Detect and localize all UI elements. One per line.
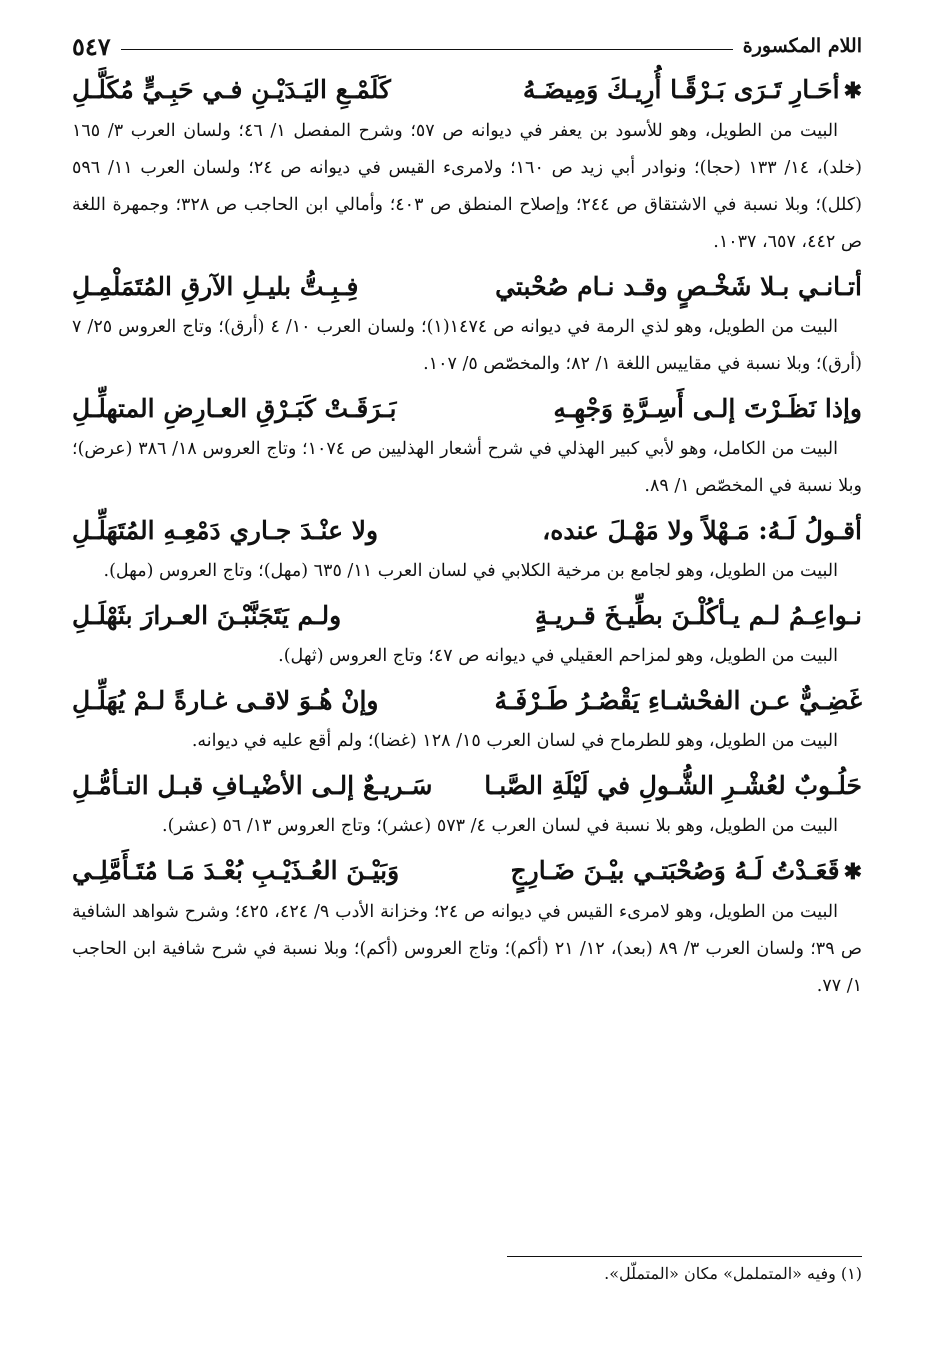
verse-commentary: البيت من الطويل، وهو لمزاحم العقيلي في ديوانه ص ٤٧؛ وتاج العروس (ثهل). [278,646,838,666]
verse-entry [72,265,862,383]
running-header [72,28,862,64]
first-hemistich: أقـولُ لَـهُ: مَـهْلاً ولا مَهْـلَ عنده، [542,516,862,545]
verse-line [72,679,862,723]
footnote-rule [507,1256,862,1257]
verse-line [72,265,862,309]
first-hemistich: ✱أحَـارِ تَـرَى بَـرْقًـا أُرِيـكَ وَمِيضَـهُ [522,75,862,104]
header-rule [121,49,733,50]
chapter-title: اللام المكسورة [742,35,862,57]
star-marker-icon: ✱ [843,859,862,885]
verse-commentary: البيت من الطويل، وهو للأسود بن يعفر في ديوانه ص ٥٧؛ وشرح المفصل ١/ ٤٦؛ ولسان العرب ٣/ ١٦٥ (خلد)، ١٤/ ١٣٣ (حجا)؛ ونوادر أبي زيد ص ١٦٠؛ ولامرىء القيس في ديوانه ص ٢٤؛ ولسان العرب ١١/ ٥٩٦ (كلل)؛ وبلا نسبة في الاشتقاق ص ٢٤٤؛ وإصلاح المنطق ص ٤٠٣؛ وأمالي ابن الحاجب ص ٣٢٨؛ وجمهرة اللغة ص ٤٤٢، ٦٥٧، ١٠٣٧. [72,121,862,252]
first-hemistich: غَضِـيٌّ عـن الفحْشـاءِ يَقْصُـرُ طَـرْفَـهُ [494,686,862,715]
verse-commentary: البيت من الكامل، وهو لأبي كبير الهذلي في شرح أشعار الهذليين ص ١٠٧٤؛ وتاج العروس ١٨/ ٣٨٦ (عرض)؛ وبلا نسبة في المخصّص ١/ ٨٩. [72,439,862,496]
book-page [72,28,862,1338]
first-hemistich: حَلُـوبٌ لعُشْـرِ الشُّـولِ في لَيْلَةِ الصَّبـا [484,771,862,800]
page-number: ٥٤٧ [72,31,111,61]
verse-commentary: البيت من الطويل، وهو لجامع بن مرخية الكلابي في لسان العرب ١١/ ٦٣٥ (مهل)؛ وتاج العروس (مهل). [103,561,838,581]
verse-commentary: البيت من الطويل، وهو بلا نسبة في لسان العرب ٤/ ٥٧٣ (عشر)؛ وتاج العروس ١٣/ ٥٦ (عشر). [162,816,838,836]
first-hemistich: وإذا نَظَـرْتَ إلـى أَسِـرَّةِ وَجْهِـهِ [553,394,862,423]
second-hemistich: فِـبِـتُّ بليـلِ الآرقِ المُتَمَلْمِـلِ [72,272,359,301]
verse-commentary: البيت من الطويل، وهو لذي الرمة في ديوانه ص ١٤٧٤(١)؛ ولسان العرب ١٠/ ٤ (أرق)؛ وتاج العروس ٢٥/ ٧ (أرق)؛ وبلا نسبة في مقاييس اللغة ١/ ٨٢؛ والمخصّص ٥/ ١٠٧. [72,317,862,374]
verse-entry [72,849,862,1005]
verse-commentary: البيت من الطويل، وهو للطرماح في لسان العرب ١٥/ ١٢٨ (غضا)؛ ولم أقع عليه في ديوانه. [191,731,838,751]
verse-entry [72,679,862,760]
second-hemistich: وإنْ هُـوَ لاقـى غـارةً لـمْ يُهَلِّـلِ [72,686,379,715]
first-hemistich: ✱قَعَـدْتُ لَـهُ وَصُحْبَتـي بيْـنَ ضَـارِجٍ [510,856,862,885]
second-hemistich: ولا عنْـدَ جـاري دَمْعِـهِ المُتَهَلِّـلِ [72,516,379,545]
star-marker-icon: ✱ [843,78,862,104]
verse-line [72,387,862,431]
first-hemistich: نـواعِـمُ لـم يـأكُلْـنَ بطِّيـخَ قـريـةٍ [534,601,862,630]
verse-line [72,509,862,553]
second-hemistich: كَلَمْـعِ اليَـدَيْـنِ فـي حَبِـيٍّ مُكَلَّـلِ [72,75,391,104]
second-hemistich: وَبَيْـنَ العُـذَيْـبِ بُعْـدَ مَـا مُتَـأَمَّلِـي [72,856,400,885]
verse-entry [72,594,862,675]
verse-line [72,849,862,894]
footnote: (١) وفيه «المتململ» مكان «المتملّل». [604,1264,862,1283]
verse-entry [72,509,862,590]
second-hemistich: سَـريـعٌ إلـى الأضْيـافِ قبـل التـأمُّـلِ [72,771,433,800]
verse-line [72,594,862,638]
verse-entry [72,387,862,505]
verse-line [72,68,862,113]
verse-commentary: البيت من الطويل، وهو لامرىء القيس في ديوانه ص ٢٤؛ وخزانة الأدب ٩/ ٤٢٤، ٤٢٥؛ وشرح شواهد الشافية ص ٣٩؛ ولسان العرب ٣/ ٨٩ (بعد)، ١٢/ ٢١ (أكم)؛ وتاج العروس (أكم)؛ وبلا نسبة في شرح شافية ابن الحاجب ١/ ٧٧. [72,902,862,996]
second-hemistich: بَـرَقَـتْ كَبَـرْقِ العـارِضِ المتهلِّـلِ [72,394,397,423]
second-hemistich: ولـم يَتَجَنَّبْـنَ العـرارَ بثَهْلَـلِ [72,601,342,630]
verse-entry [72,764,862,845]
verse-line [72,764,862,808]
verse-entry [72,68,862,261]
first-hemistich: أتـانـي بـلا شَخْـصٍ وقـد نـام صُحْبتي [495,272,862,301]
